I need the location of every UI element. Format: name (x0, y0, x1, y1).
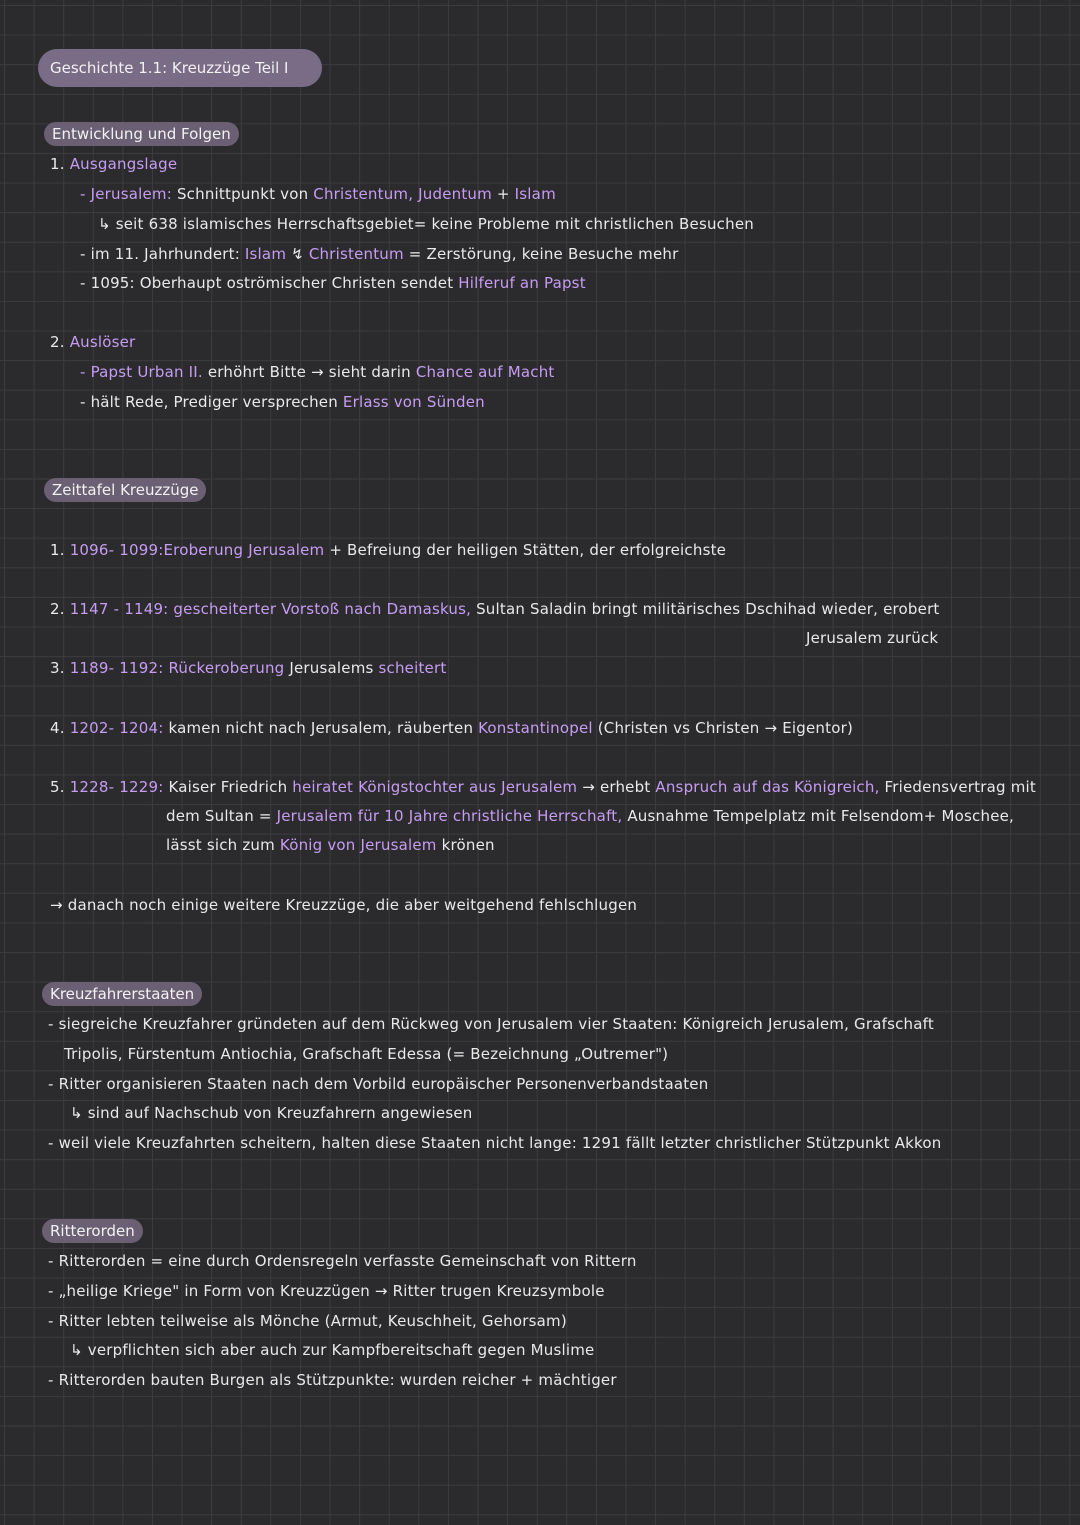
staaten-line-4: ↳ sind auf Nachschub von Kreuzfahrern angewiesen (70, 1104, 473, 1122)
subheading-ausgangslage: 1. Ausgangslage (50, 155, 178, 173)
timeline-note: → danach noch einige weitere Kreuzzüge, die aber weitgehend fehlschlugen (50, 896, 638, 914)
page-title: Geschichte 1.1: Kreuzzüge Teil I (38, 49, 322, 87)
section-heading-ritterorden: Ritterorden (42, 1219, 143, 1243)
line-papst-urban: - Papst Urban II. erhöhrt Bitte → sieht darin Chance auf Macht (80, 363, 555, 381)
timeline-entry-5: 5. 1228- 1229: Kaiser Friedrich heiratet Königstochter aus Jerusalem → erhebt Anspruch auf das Königreich, Friedensvertrag mit (50, 778, 1036, 796)
section-heading-zeittafel: Zeittafel Kreuzzüge (44, 478, 206, 502)
conflict-icon: ↯ (291, 245, 304, 263)
timeline-entry-5-cont-2: lässt sich zum König von Jerusalem krönen (166, 836, 495, 854)
timeline-entry-2: 2. 1147 - 1149: gescheiterter Vorstoß nach Damaskus, Sultan Saladin bringt militärisches Dschihad wieder, erobert (50, 600, 940, 618)
staaten-line-1: - siegreiche Kreuzfahrer gründeten auf dem Rückweg von Jerusalem vier Staaten: Königreich Jerusalem, Grafschaft (48, 1015, 934, 1033)
timeline-entry-5-cont-1: dem Sultan = Jerusalem für 10 Jahre christliche Herrschaft, Ausnahme Tempelplatz mit Felsendom+ Moschee, (166, 807, 1015, 825)
line-seit-638: ↳ seit 638 islamisches Herrschaftsgebiet= keine Probleme mit christlichen Besuchen (98, 215, 754, 233)
line-haelt-rede: - hält Rede, Prediger versprechen Erlass von Sünden (80, 393, 485, 411)
ritterorden-line-4: ↳ verpflichten sich aber auch zur Kampfbereitschaft gegen Muslime (70, 1341, 595, 1359)
line-1095: - 1095: Oberhaupt oströmischer Christen sendet Hilferuf an Papst (80, 274, 586, 292)
staaten-line-3: - Ritter organisieren Staaten nach dem Vorbild europäischer Personenverbandstaaten (48, 1075, 709, 1093)
timeline-entry-3: 3. 1189- 1192: Rückeroberung Jerusalems scheitert (50, 659, 447, 677)
staaten-line-5: - weil viele Kreuzfahrten scheitern, halten diese Staaten nicht lange: 1291 fällt letzter christlicher Stützpunkt Akkon (48, 1134, 942, 1152)
timeline-entry-1: 1. 1096- 1099:Eroberung Jerusalem + Befreiung der heiligen Stätten, der erfolgreichste (50, 541, 727, 559)
line-jerusalem: - Jerusalem: Schnittpunkt von Christentum, Judentum + Islam (80, 185, 556, 203)
section-heading-entwicklung: Entwicklung und Folgen (44, 122, 239, 146)
ritterorden-line-2: - „heilige Kriege" in Form von Kreuzzügen → Ritter trugen Kreuzsymbole (48, 1282, 605, 1300)
subheading-ausloeser: 2. Auslöser (50, 333, 136, 351)
ritterorden-line-1: - Ritterorden = eine durch Ordensregeln verfasste Gemeinschaft von Rittern (48, 1252, 637, 1270)
line-11-jahrhundert: - im 11. Jahrhundert: Islam ↯ Christentum = Zerstörung, keine Besuche mehr (80, 245, 679, 263)
section-heading-kreuzfahrerstaaten: Kreuzfahrerstaaten (42, 982, 202, 1006)
ritterorden-line-5: - Ritterorden bauten Burgen als Stützpunkte: wurden reicher + mächtiger (48, 1371, 617, 1389)
staaten-line-2: Tripolis, Fürstentum Antiochia, Grafschaft Edessa (= Bezeichnung „Outremer") (64, 1045, 669, 1063)
timeline-entry-2-cont: Jerusalem zurück (806, 629, 939, 647)
ritterorden-line-3: - Ritter lebten teilweise als Mönche (Armut, Keuschheit, Gehorsam) (48, 1312, 567, 1330)
timeline-entry-4: 4. 1202- 1204: kamen nicht nach Jerusalem, räuberten Konstantinopel (Christen vs Christen → Eigentor) (50, 719, 853, 737)
